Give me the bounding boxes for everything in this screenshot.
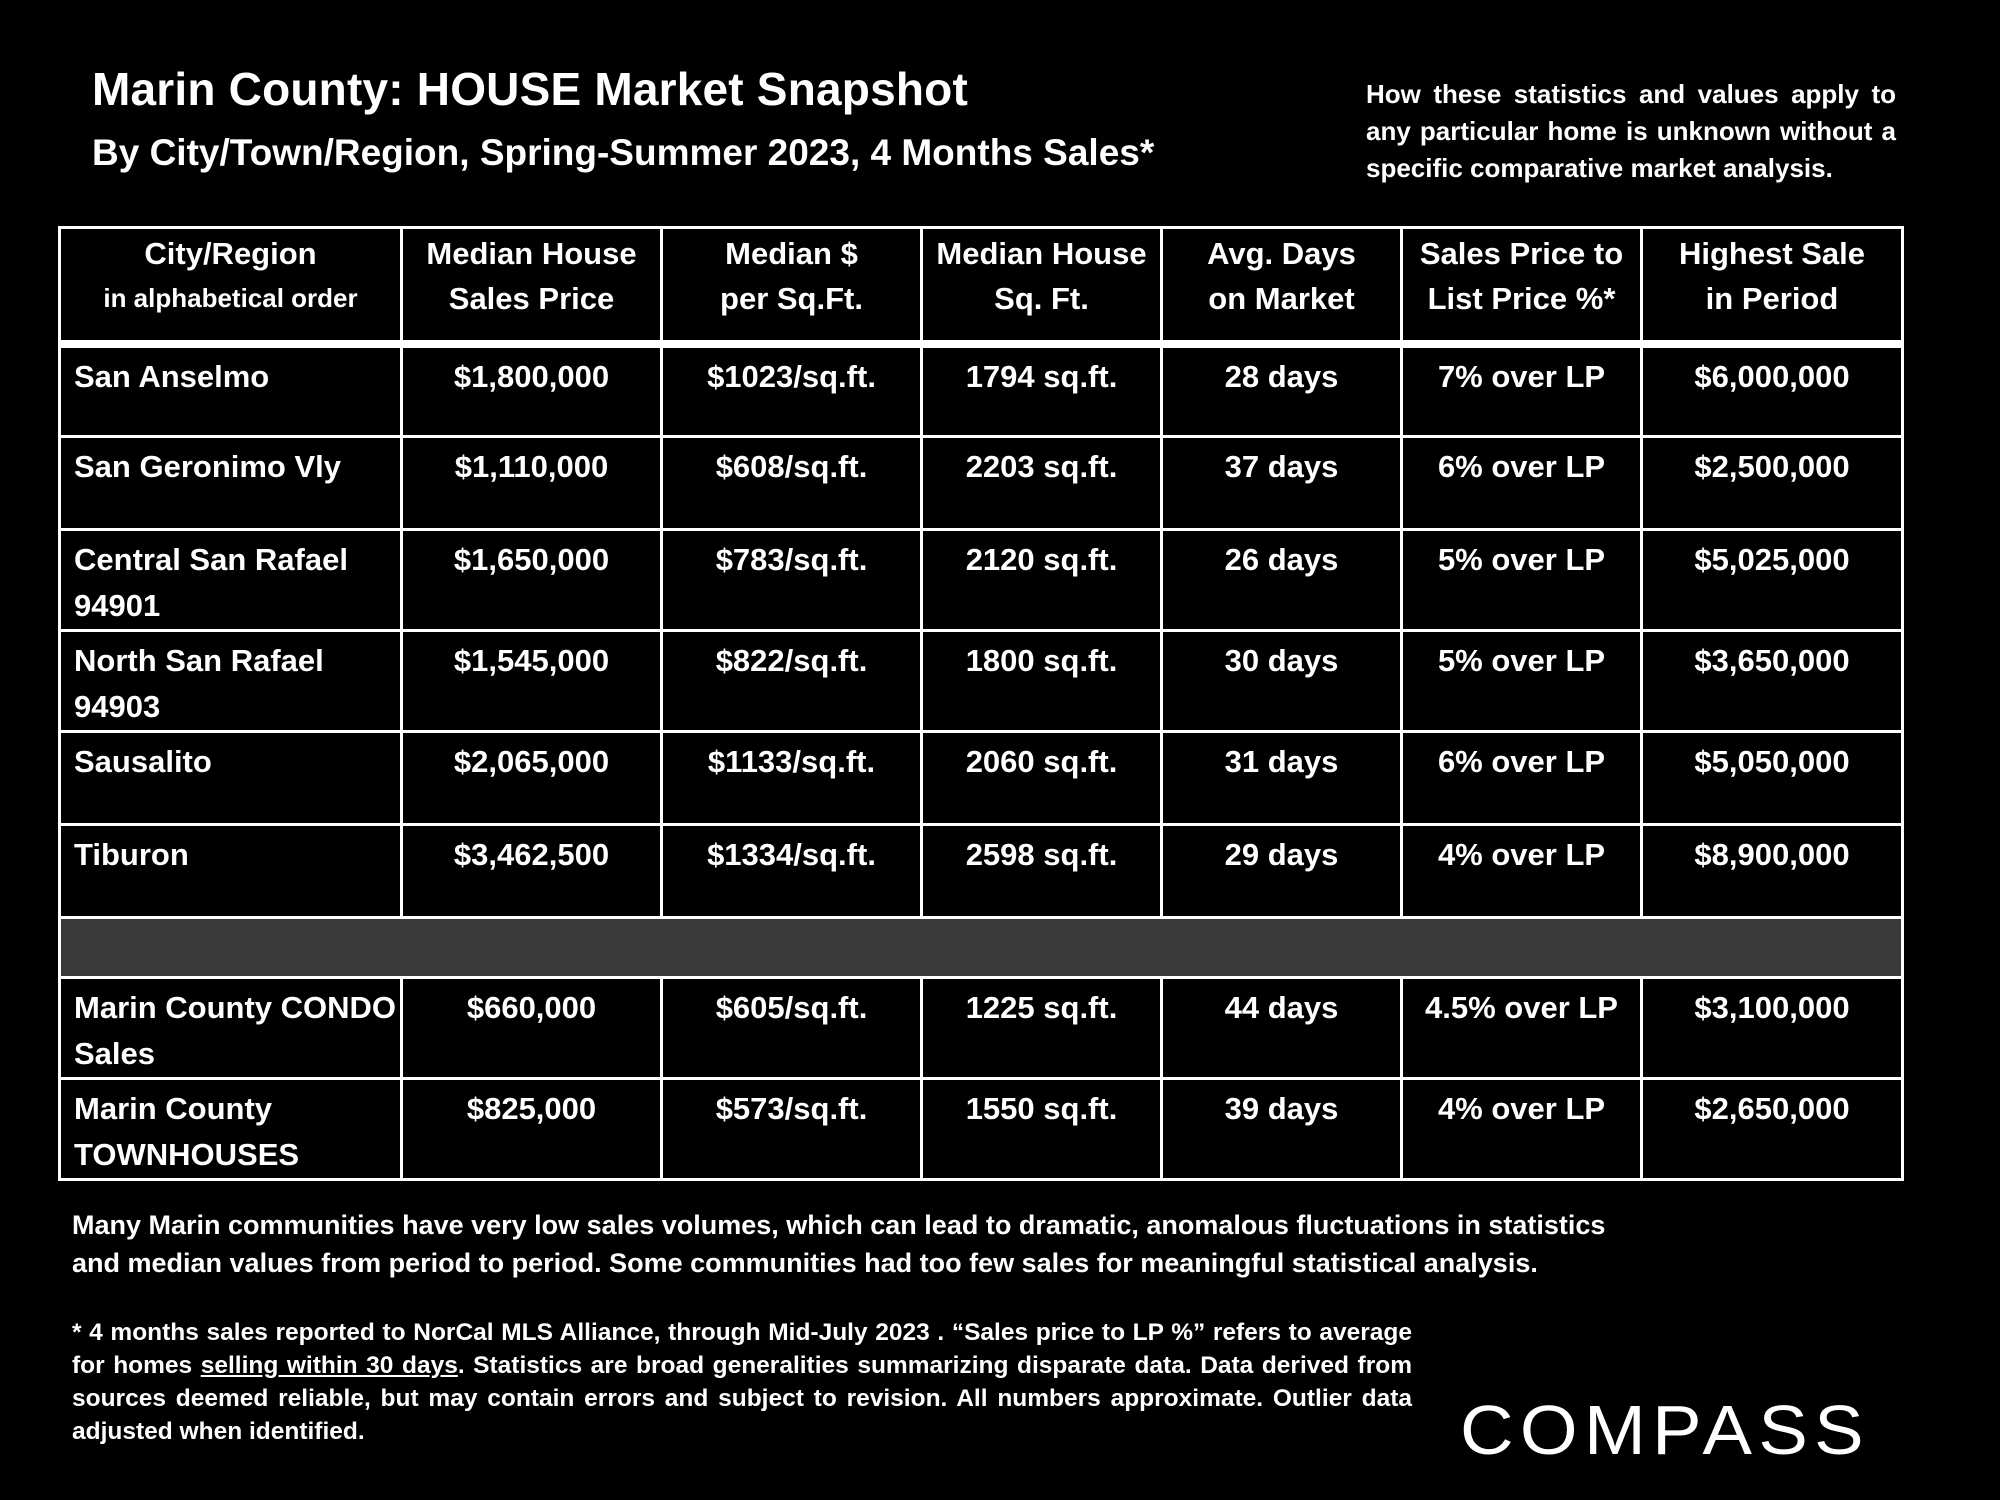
sales-to-list-cell: 5% over LP — [1402, 530, 1642, 631]
median-price-cell: $660,000 — [402, 978, 662, 1079]
page-subtitle: By City/Town/Region, Spring-Summer 2023, 4 Months Sales* — [92, 132, 1155, 173]
highest-sale-cell: $3,650,000 — [1642, 631, 1903, 732]
median-price-cell: $1,650,000 — [402, 530, 662, 631]
city-cell: Marin County TOWNHOUSES — [60, 1079, 402, 1180]
city-cell: Sausalito — [60, 732, 402, 825]
table-separator-row — [60, 918, 1903, 978]
median-price-cell: $1,110,000 — [402, 437, 662, 530]
median-price-cell: $3,462,500 — [402, 825, 662, 918]
market-snapshot-table — [58, 226, 1904, 1181]
page-title: Marin County: HOUSE Market Snapshot — [92, 63, 968, 115]
footnote-text-end: . Statistics are broad generalities summarizing disparate data. Data derived from sources deemed reliable, but may contain errors and subject to revision. All numbers approximate. Outlier data adjusted when identified. — [72, 1352, 1412, 1445]
median-sqft-cell: 1794 sq.ft. — [922, 344, 1162, 437]
days-on-market-cell: 37 days — [1162, 437, 1402, 530]
city-cell: San Geronimo Vly — [60, 437, 402, 530]
column-header-sales-to-list: Sales Price to List Price %* — [1402, 228, 1642, 344]
price-per-sqft-cell: $605/sq.ft. — [662, 978, 922, 1079]
price-per-sqft-cell: $783/sq.ft. — [662, 530, 922, 631]
median-sqft-cell: 2120 sq.ft. — [922, 530, 1162, 631]
city-cell: Tiburon — [60, 825, 402, 918]
median-sqft-cell: 2203 sq.ft. — [922, 437, 1162, 530]
table-header-row — [60, 228, 1903, 344]
sales-to-list-cell: 5% over LP — [1402, 631, 1642, 732]
median-sqft-cell: 1550 sq.ft. — [922, 1079, 1162, 1180]
median-price-cell: $825,000 — [402, 1079, 662, 1180]
highest-sale-cell: $2,500,000 — [1642, 437, 1903, 530]
highest-sale-cell: $3,100,000 — [1642, 978, 1903, 1079]
column-header-price-per-sqft: Median $ per Sq.Ft. — [662, 228, 922, 344]
table-row — [60, 631, 1903, 732]
sales-to-list-cell: 4.5% over LP — [1402, 978, 1642, 1079]
table-row — [60, 437, 1903, 530]
median-sqft-cell: 1800 sq.ft. — [922, 631, 1162, 732]
price-per-sqft-cell: $822/sq.ft. — [662, 631, 922, 732]
median-price-cell: $2,065,000 — [402, 732, 662, 825]
days-on-market-cell: 26 days — [1162, 530, 1402, 631]
days-on-market-cell: 31 days — [1162, 732, 1402, 825]
city-cell: Central San Rafael 94901 — [60, 530, 402, 631]
city-cell: San Anselmo — [60, 344, 402, 437]
days-on-market-cell: 30 days — [1162, 631, 1402, 732]
footnote-text-start: * 4 months sales reported to NorCal MLS Alliance, through Mid-July 2023 . “Sales price to LP %” refers to average for homes — [72, 1319, 1412, 1379]
price-per-sqft-cell: $1334/sq.ft. — [662, 825, 922, 918]
table-row — [60, 825, 1903, 918]
days-on-market-cell: 28 days — [1162, 344, 1402, 437]
price-per-sqft-cell: $608/sq.ft. — [662, 437, 922, 530]
price-per-sqft-cell: $573/sq.ft. — [662, 1079, 922, 1180]
median-sqft-cell: 2598 sq.ft. — [922, 825, 1162, 918]
column-header-city: City/Region in alphabetical order — [60, 228, 402, 344]
highest-sale-cell: $8,900,000 — [1642, 825, 1903, 918]
price-per-sqft-cell: $1023/sq.ft. — [662, 344, 922, 437]
sales-to-list-cell: 7% over LP — [1402, 344, 1642, 437]
footnote-underlined-text: selling within 30 days — [200, 1352, 458, 1379]
median-sqft-cell: 2060 sq.ft. — [922, 732, 1162, 825]
table-row — [60, 344, 1903, 437]
header-note: How these statistics and values apply to any particular home is unknown without a specific comparative market analysis. — [1366, 79, 1896, 183]
sales-to-list-cell: 6% over LP — [1402, 437, 1642, 530]
sales-to-list-cell: 4% over LP — [1402, 1079, 1642, 1180]
column-header-days-on-market: Avg. Days on Market — [1162, 228, 1402, 344]
table-row-summary — [60, 978, 1903, 1079]
days-on-market-cell: 29 days — [1162, 825, 1402, 918]
days-on-market-cell: 44 days — [1162, 978, 1402, 1079]
table-row-summary — [60, 1079, 1903, 1180]
column-header-median-sqft: Median House Sq. Ft. — [922, 228, 1162, 344]
table-row — [60, 732, 1903, 825]
highest-sale-cell: $5,025,000 — [1642, 530, 1903, 631]
median-price-cell: $1,800,000 — [402, 344, 662, 437]
highest-sale-cell: $5,050,000 — [1642, 732, 1903, 825]
city-cell: Marin County CONDO Sales — [60, 978, 402, 1079]
days-on-market-cell: 39 days — [1162, 1079, 1402, 1180]
footnote — [72, 1316, 1412, 1448]
sales-to-list-cell: 6% over LP — [1402, 732, 1642, 825]
compass-logo — [1455, 1390, 1875, 1466]
sales-to-list-cell: 4% over LP — [1402, 825, 1642, 918]
median-sqft-cell: 1225 sq.ft. — [922, 978, 1162, 1079]
highest-sale-cell: $6,000,000 — [1642, 344, 1903, 437]
column-header-highest-sale: Highest Sale in Period — [1642, 228, 1903, 344]
median-price-cell: $1,545,000 — [402, 631, 662, 732]
column-header-median-price: Median House Sales Price — [402, 228, 662, 344]
city-cell: North San Rafael 94903 — [60, 631, 402, 732]
highest-sale-cell: $2,650,000 — [1642, 1079, 1903, 1180]
disclaimer-text: Many Marin communities have very low sales volumes, which can lead to dramatic, anomalous fluctuations in statistics and median values from period to period. Some communities had too few sales for meaningful statistical analysis. — [72, 1210, 1606, 1278]
compass-logo-text: COMPASS — [1460, 1391, 1870, 1466]
table-row — [60, 530, 1903, 631]
separator-cell — [60, 918, 1903, 978]
price-per-sqft-cell: $1133/sq.ft. — [662, 732, 922, 825]
